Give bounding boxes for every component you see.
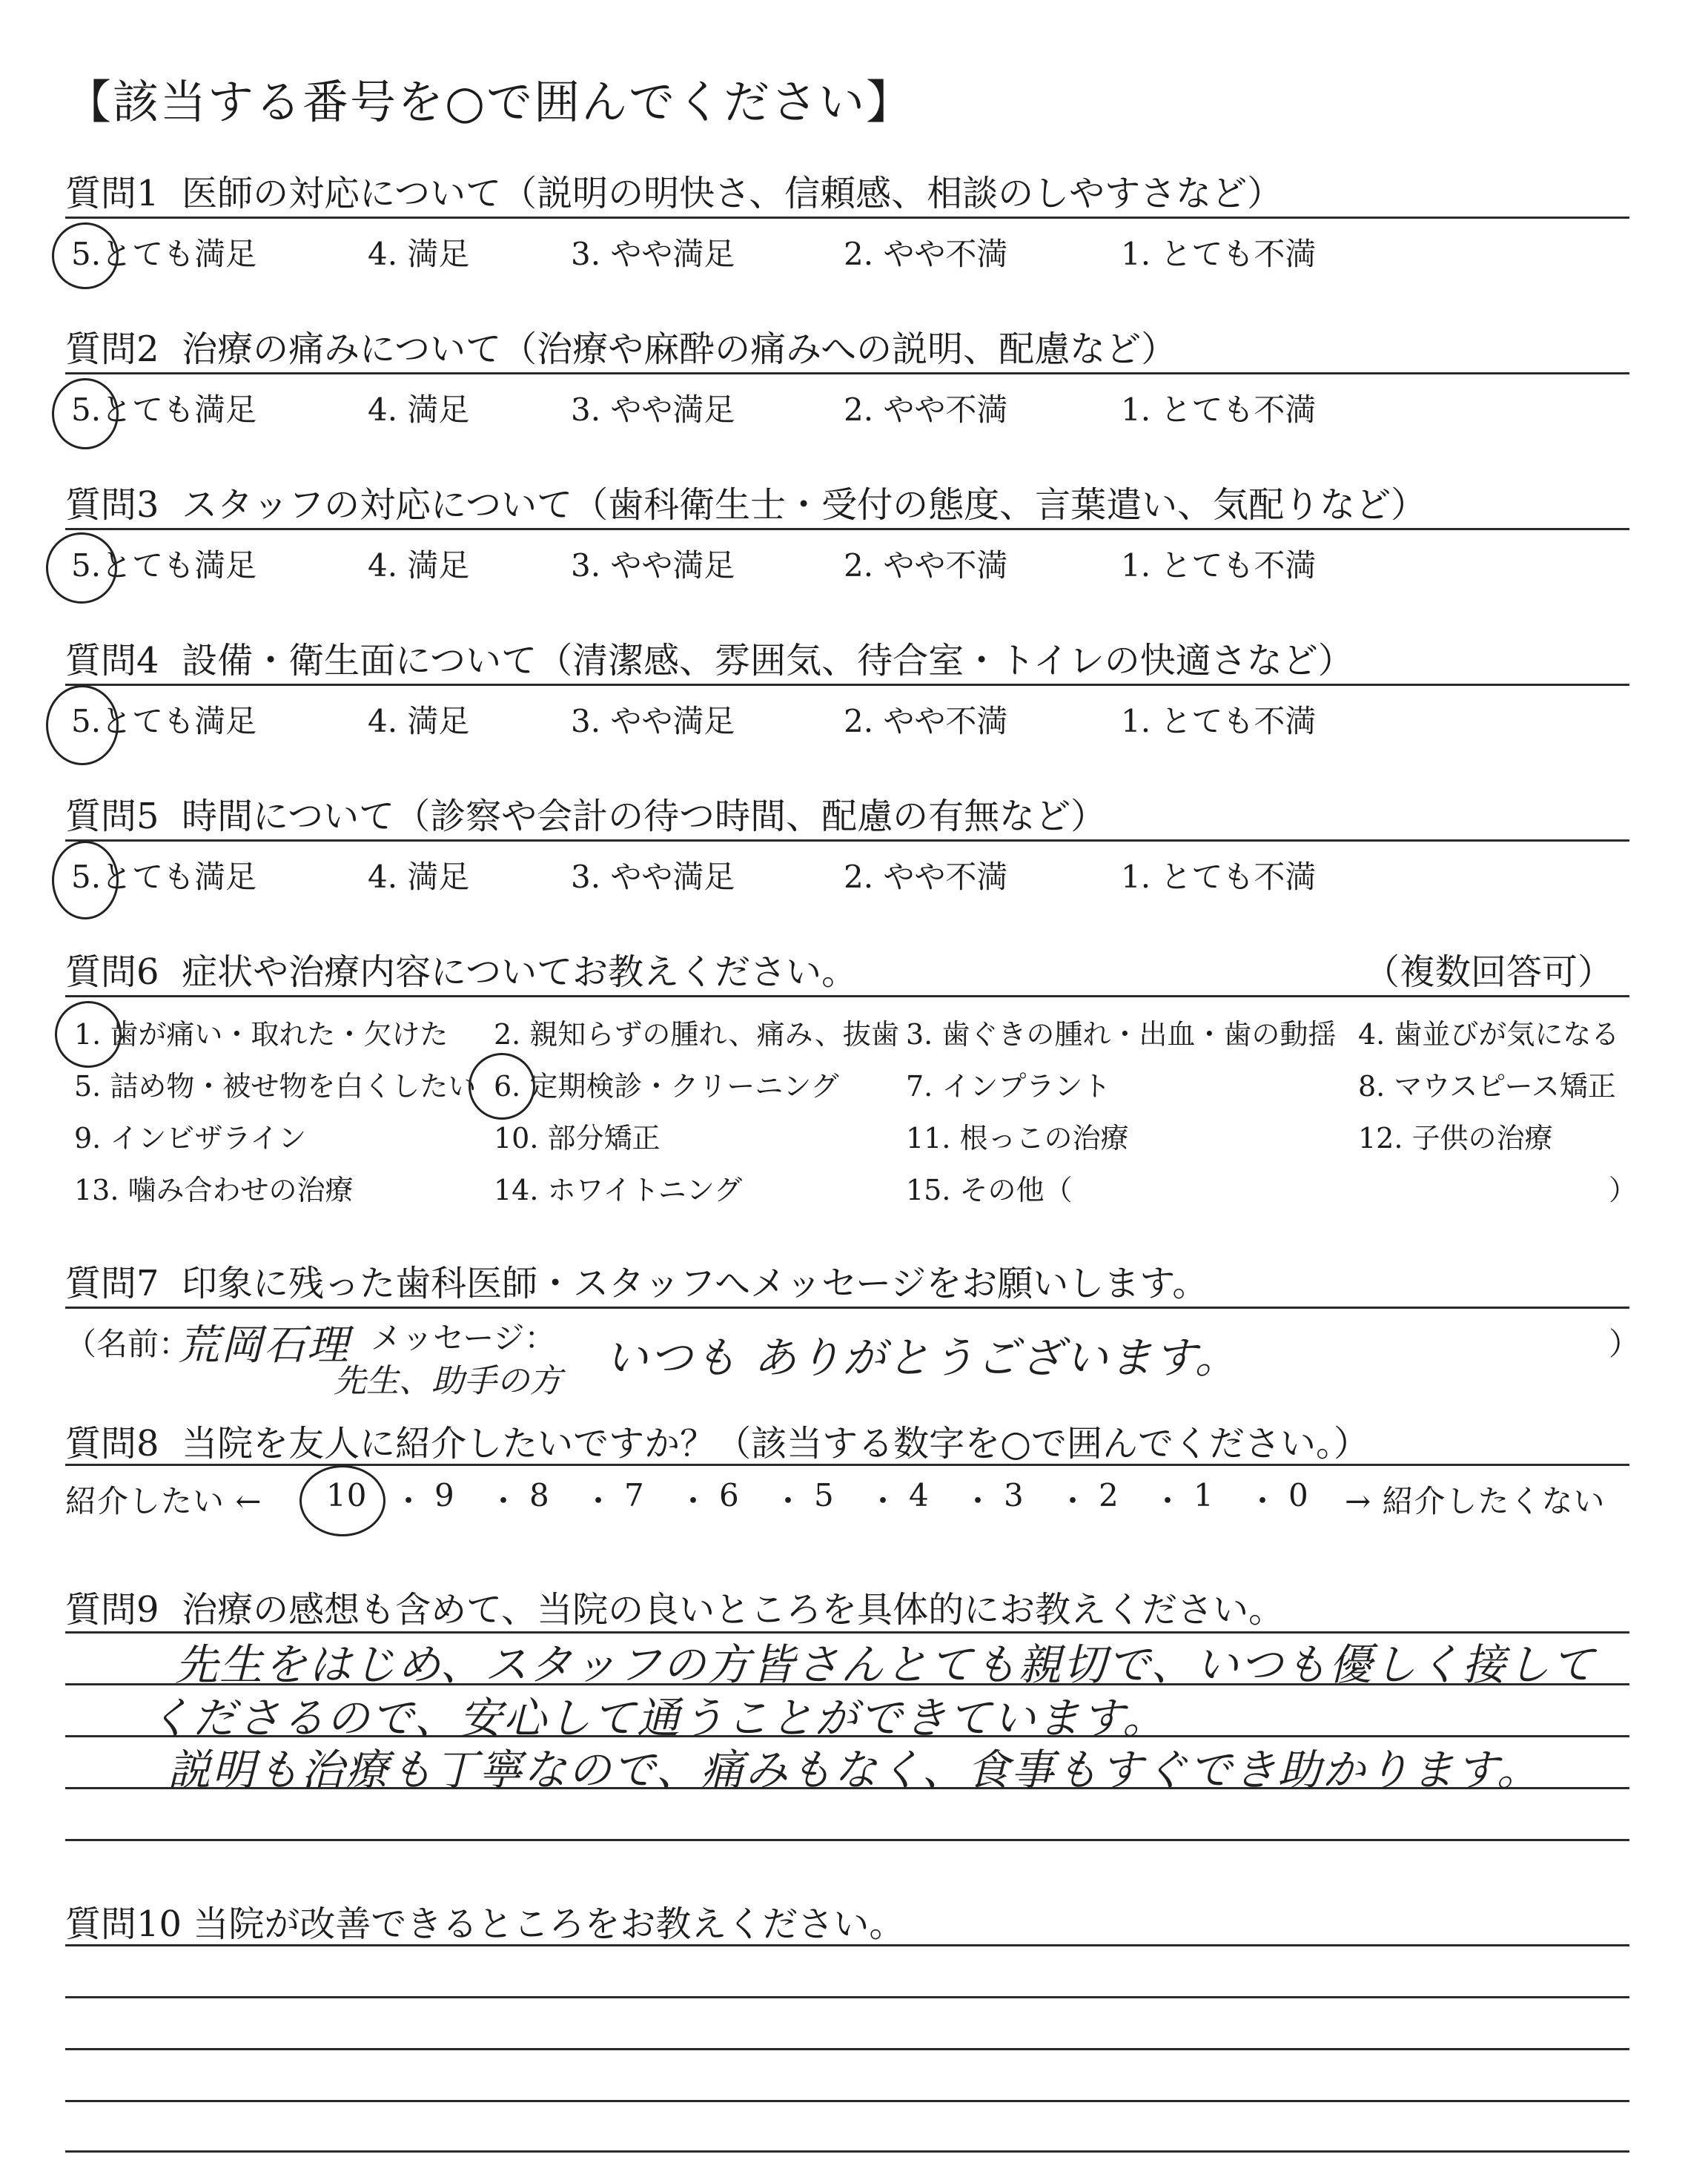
divider	[65, 995, 1629, 997]
option-3[interactable]: 3. やや満足	[571, 236, 735, 272]
multiple-answers-note: （複数回答可）	[1364, 951, 1614, 993]
q6-option-8[interactable]: 8. マウスピース矯正	[1358, 1070, 1616, 1103]
divider	[65, 1464, 1629, 1466]
q6-option-10[interactable]: 10. 部分矯正	[494, 1122, 661, 1155]
writing-line	[65, 2100, 1629, 2102]
writing-line	[65, 2048, 1629, 2050]
option-2[interactable]: 2. やや不満	[844, 703, 1008, 739]
question-2-label: 質問2 治療の痛みについて（治療や麻酔の痛みへの説明、配慮など）	[65, 328, 1177, 370]
option-4[interactable]: 4. 満足	[368, 859, 470, 895]
divider	[65, 528, 1629, 530]
recommend-right-label: → 紹介したくない	[1345, 1483, 1606, 1519]
question-10-label: 質問10 当院が改善できるところをお教えください。	[65, 1903, 905, 1945]
feedback-line-2: くださるので、安心して通うことができています。	[148, 1693, 1168, 1743]
recommend-left-label: 紹介したい ←	[65, 1483, 262, 1519]
question-4-label: 質問4 設備・衛生面について（清潔感、雰囲気、待合室・トイレの快適さなど）	[65, 640, 1354, 681]
scale-6[interactable]: 6	[719, 1477, 740, 1513]
divider	[65, 839, 1629, 842]
scale-5[interactable]: 5	[814, 1477, 835, 1513]
scale-dot: ・	[1057, 1483, 1090, 1519]
question-9-label: 質問9 治療の感想も含めて、当院の良いところを具体的にお教えください。	[65, 1589, 1285, 1631]
selection-circle	[299, 1465, 385, 1536]
scale-dot: ・	[488, 1483, 520, 1519]
q6-option-13[interactable]: 13. 噛み合わせの治療	[74, 1174, 354, 1206]
divider	[65, 372, 1629, 374]
scale-dot: ・	[1247, 1483, 1280, 1519]
question-6-label: 質問6 症状や治療内容についてお教えください。	[65, 951, 858, 993]
scale-9[interactable]: 9	[434, 1477, 455, 1513]
q6-option-12[interactable]: 12. 子供の治療	[1358, 1122, 1553, 1155]
selection-circle	[46, 685, 119, 765]
feedback-line-1: 先生をはじめ、スタッフの方皆さんとても親切で、いつも優しく接して	[175, 1639, 1596, 1690]
message-close: ）	[1609, 1326, 1641, 1362]
q6-option-4[interactable]: 4. 歯並びが気になる	[1358, 1018, 1620, 1051]
scale-dot: ・	[583, 1483, 615, 1519]
scale-0[interactable]: 0	[1288, 1477, 1309, 1513]
question-3-label: 質問3 スタッフの対応について（歯科衛生士・受付の態度、言葉遣い、気配りなど）	[65, 484, 1427, 526]
scale-1[interactable]: 1	[1194, 1477, 1214, 1513]
option-4[interactable]: 4. 満足	[368, 703, 470, 739]
option-1[interactable]: 1. とても不満	[1121, 859, 1317, 895]
q6-option-6[interactable]: 6. 定期検診・クリーニング	[494, 1070, 839, 1103]
writing-line	[65, 1996, 1629, 1998]
writing-line	[65, 2150, 1629, 2153]
divider	[65, 1307, 1629, 1309]
question-1-label: 質問1 医師の対応について（説明の明快さ、信頼感、相談のしやすさなど）	[65, 173, 1283, 214]
option-1[interactable]: 1. とても不満	[1121, 703, 1317, 739]
question-7-label: 質問7 印象に残った歯科医師・スタッフへメッセージをお願いします。	[65, 1263, 1208, 1304]
question-8-label: 質問8 当院を友人に紹介したいですか？（該当する数字を○で囲んでください。）	[65, 1423, 1369, 1464]
scale-7[interactable]: 7	[624, 1477, 645, 1513]
scale-8[interactable]: 8	[529, 1477, 550, 1513]
option-5[interactable]: 5.とても満足	[71, 392, 257, 428]
divider	[65, 684, 1629, 686]
scale-3[interactable]: 3	[1004, 1477, 1025, 1513]
option-3[interactable]: 3. やや満足	[571, 392, 735, 428]
option-2[interactable]: 2. やや不満	[844, 236, 1008, 272]
option-2[interactable]: 2. やや不満	[844, 547, 1008, 584]
message-handwritten: いつも ありがとうございます。	[605, 1332, 1239, 1383]
option-3[interactable]: 3. やや満足	[571, 547, 735, 584]
staff-sub-handwritten: 先生、助手の方	[334, 1362, 562, 1400]
option-5[interactable]: 5.とても満足	[71, 859, 257, 895]
selection-circle	[52, 378, 119, 449]
selection-circle	[52, 222, 119, 289]
q6-option-3[interactable]: 3. 歯ぐきの腫れ・出血・歯の動揺	[906, 1018, 1337, 1051]
q6-option-14[interactable]: 14. ホワイトニング	[494, 1174, 743, 1206]
option-4[interactable]: 4. 満足	[368, 392, 470, 428]
option-1[interactable]: 1. とても不満	[1121, 392, 1317, 428]
feedback-line-3: 説明も治療も丁寧なので、痛みもなく、食事もすぐでき助かります。	[168, 1745, 1542, 1795]
option-2[interactable]: 2. やや不満	[844, 859, 1008, 895]
scale-dot: ・	[962, 1483, 995, 1519]
option-4[interactable]: 4. 満足	[368, 236, 470, 272]
option-1[interactable]: 1. とても不満	[1121, 547, 1317, 584]
q6-option-15[interactable]: 15. その他（	[906, 1174, 1073, 1206]
selection-circle	[55, 1001, 122, 1068]
scale-dot: ・	[1152, 1483, 1185, 1519]
q6-option-9[interactable]: 9. インビザライン	[74, 1122, 307, 1155]
option-4[interactable]: 4. 満足	[368, 547, 470, 584]
option-1[interactable]: 1. とても不満	[1121, 236, 1317, 272]
scale-4[interactable]: 4	[909, 1477, 930, 1513]
scale-2[interactable]: 2	[1099, 1477, 1119, 1513]
writing-line	[65, 1839, 1629, 1841]
page-heading: 【該当する番号を○で囲んでください】	[65, 75, 914, 129]
option-3[interactable]: 3. やや満足	[571, 859, 735, 895]
scale-10[interactable]: 10	[326, 1477, 368, 1513]
selection-circle	[52, 841, 119, 919]
divider	[65, 1944, 1629, 1946]
question-5-label: 質問5 時間について（診察や会計の待つ時間、配慮の有無など）	[65, 796, 1107, 837]
scale-dot: ・	[867, 1483, 900, 1519]
q6-option-5[interactable]: 5. 詰め物・被せ物を白くしたい	[74, 1070, 477, 1103]
name-label: （名前：	[65, 1326, 191, 1362]
option-5[interactable]: 5.とても満足	[71, 236, 257, 272]
scale-dot: ・	[393, 1483, 426, 1519]
scale-dot: ・	[678, 1483, 710, 1519]
q6-option-7[interactable]: 7. インプラント	[906, 1070, 1111, 1103]
option-5[interactable]: 5.とても満足	[71, 703, 257, 739]
option-2[interactable]: 2. やや不満	[844, 392, 1008, 428]
selection-circle	[469, 1053, 535, 1120]
option-3[interactable]: 3. やや満足	[571, 703, 735, 739]
scale-dot: ・	[772, 1483, 805, 1519]
q6-option-15-close: ）	[1609, 1174, 1638, 1206]
staff-name-handwritten: 荒岡石理	[178, 1321, 350, 1370]
q6-option-2[interactable]: 2. 親知らずの腫れ、痛み、抜歯	[494, 1018, 899, 1051]
message-label: メッセージ：	[371, 1320, 556, 1356]
q6-option-11[interactable]: 11. 根っこの治療	[906, 1122, 1129, 1155]
selection-circle	[46, 532, 117, 604]
option-5[interactable]: 5.とても満足	[71, 547, 257, 584]
divider	[65, 217, 1629, 219]
q6-option-1[interactable]: 1. 歯が痛い・取れた・欠けた	[74, 1018, 448, 1051]
